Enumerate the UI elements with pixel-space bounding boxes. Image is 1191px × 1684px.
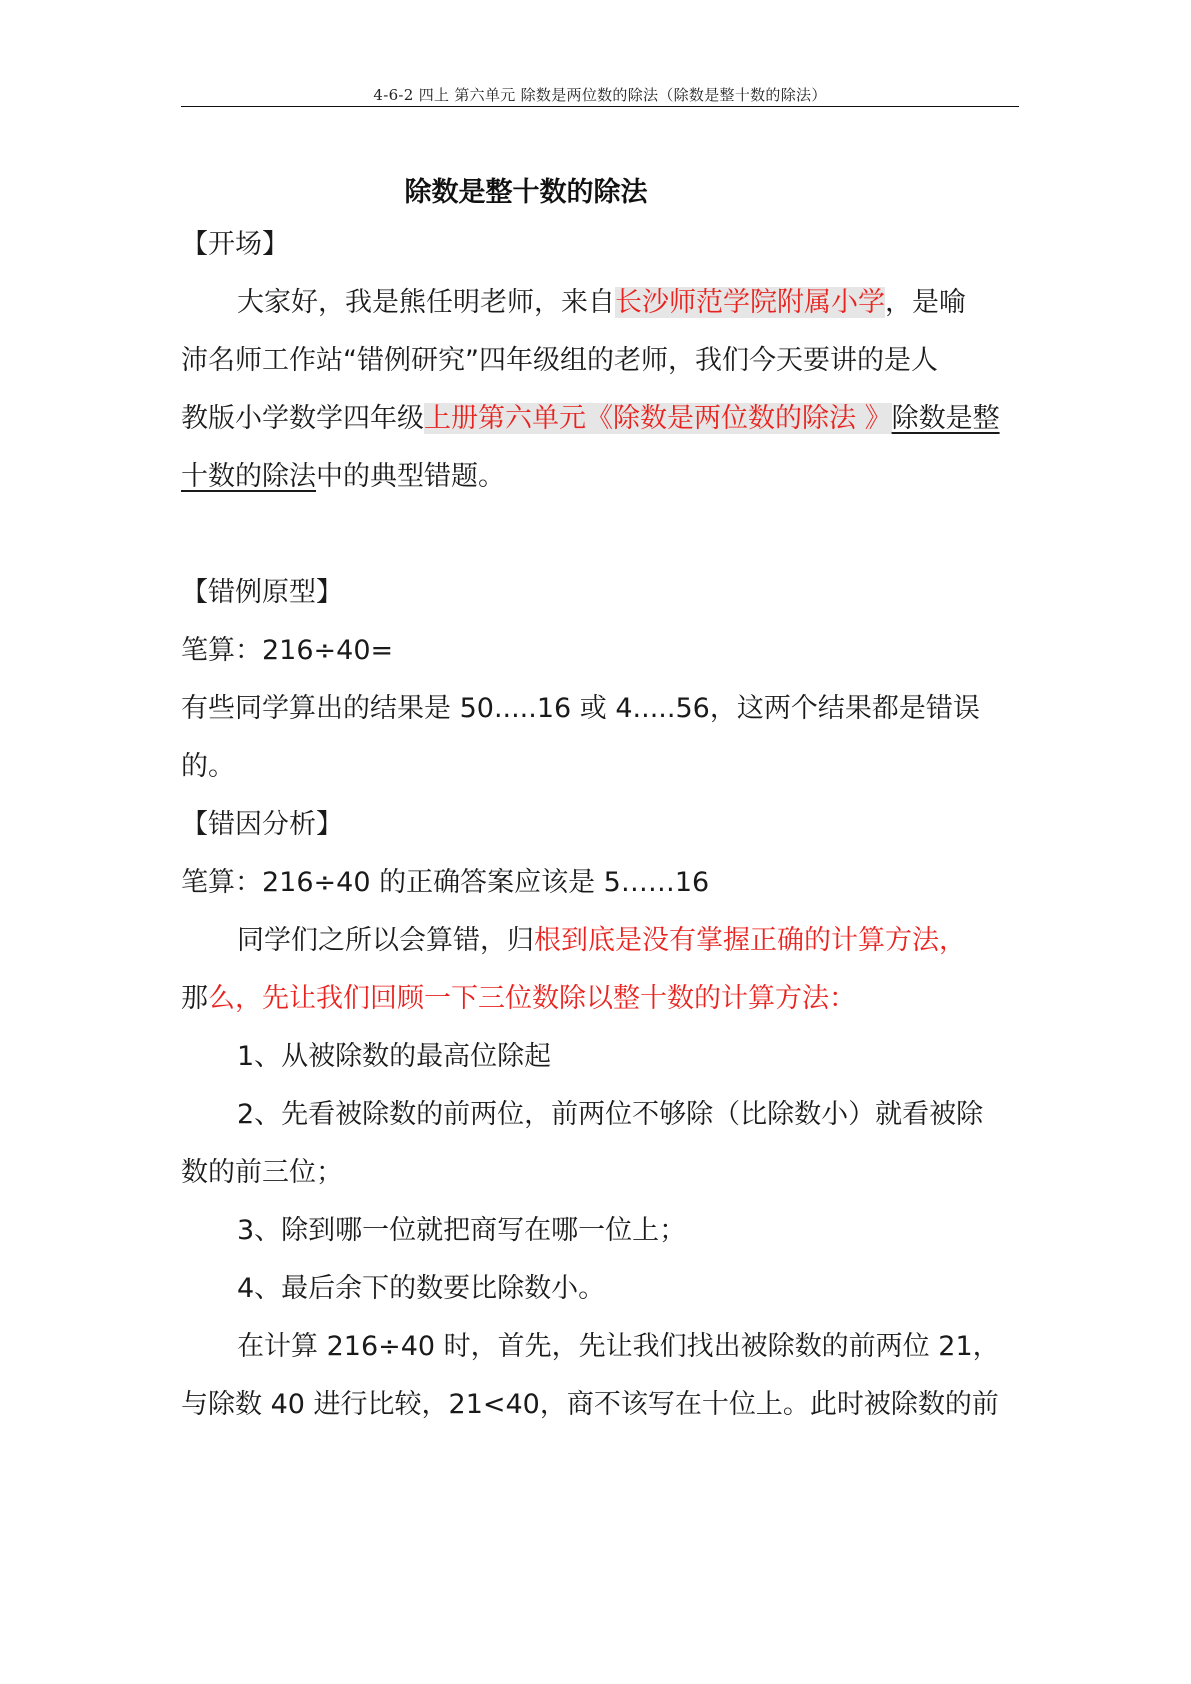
document-title: 除数是整十数的除法 [404,177,648,208]
red-emphasis: 么，先让我们回顾一下三位数除以整十数的计算方法： [208,983,856,1014]
paragraph-line [181,921,1019,961]
step-item: 1、从被除数的最高位除起 [237,1041,552,1072]
school-name-highlight: 长沙师范学院附属小学 [615,287,885,318]
section-heading-prototype: 【错例原型】 [181,577,343,608]
running-header: 4-6-2 四上 第六单元 除数是两位数的除法（除数是整十数的除法） [373,86,827,104]
paragraph-line: 的。 [181,751,235,782]
paragraph-line [181,399,1019,439]
section-heading-analysis: 【错因分析】 [181,809,343,840]
text-run: 教版小学数学四年级 [181,403,424,434]
problem-statement: 笔算：216÷40= [181,635,394,666]
text-run: 大家好，我是熊任明老师，来自 [237,287,615,318]
section-heading-opening: 【开场】 [181,229,289,260]
paragraph-line: 在计算 216÷40 时，首先，先让我们找出被除数的前两位 21， [237,1331,1000,1362]
paragraph-line: 与除数 40 进行比较，21<40，商不该写在十位上。此时被除数的前 [181,1389,999,1420]
text-run: 中的典型错题。 [316,461,505,492]
paragraph-line [181,457,1019,497]
text-run: 同学们之所以会算错，归 [237,925,534,956]
topic-underlined: 除数是整 [891,403,1000,434]
topic-underlined: 十数的除法 [181,461,316,492]
paragraph-line: 有些同学算出的结果是 50.....16 或 4.....56，这两个结果都是错误 [181,693,980,724]
step-item: 4、最后余下的数要比除数小。 [237,1273,606,1304]
paragraph-line [181,283,1019,323]
paragraph-line: 沛名师工作站“错例研究”四年级组的老师，我们今天要讲的是人 [181,345,938,376]
correct-answer: 笔算：216÷40 的正确答案应该是 5……16 [181,867,710,898]
paragraph-line [181,979,1019,1019]
text-run: ，是喻 [885,287,966,318]
red-emphasis: 根到底是没有掌握正确的计算方法， [534,925,966,956]
unit-name-highlight: 上册第六单元《除数是两位数的除法 》 [424,403,892,434]
text-run: 那 [181,983,208,1014]
step-item-continued: 数的前三位； [181,1157,343,1188]
header-rule [181,106,1019,107]
step-item: 2、先看被除数的前两位，前两位不够除（比除数小）就看被除 [237,1099,984,1130]
step-item: 3、除到哪一位就把商写在哪一位上； [237,1215,687,1246]
